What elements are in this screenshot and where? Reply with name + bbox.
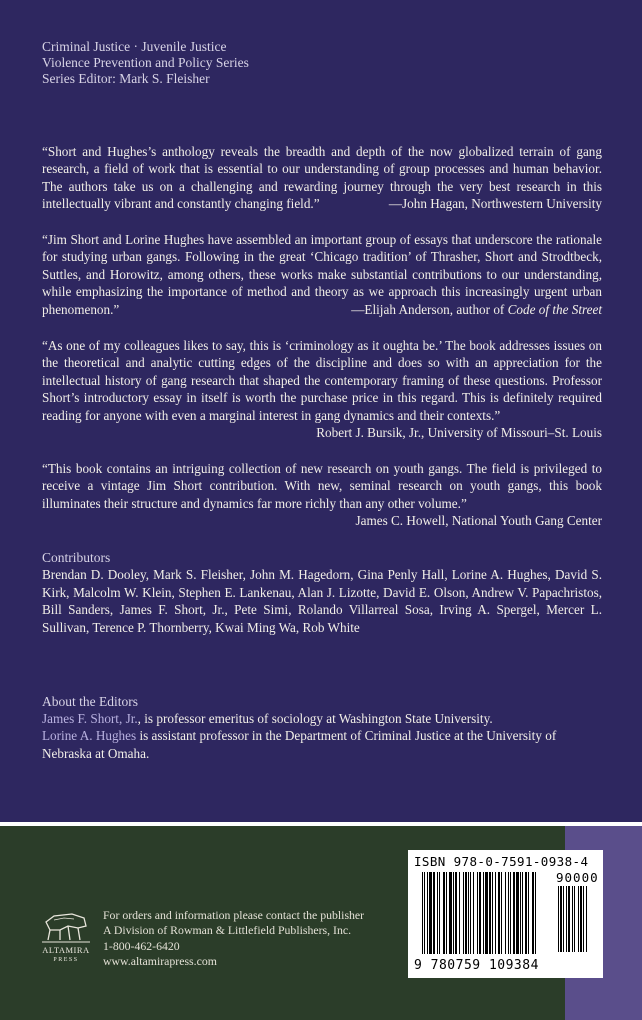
logo-sub: PRESS bbox=[53, 957, 79, 963]
barcode-bar bbox=[427, 872, 428, 954]
barcode-bar bbox=[470, 872, 471, 954]
barcode-bar bbox=[459, 872, 460, 954]
barcode-bar bbox=[528, 872, 529, 954]
barcode-bar bbox=[463, 872, 464, 954]
publisher-info bbox=[103, 908, 364, 970]
barcode-bar bbox=[522, 872, 523, 954]
barcode-bar bbox=[424, 872, 425, 954]
barcode-bar bbox=[453, 872, 454, 954]
barcode-bar bbox=[489, 872, 491, 954]
barcode-bar bbox=[437, 872, 438, 954]
barcode-bar bbox=[455, 872, 457, 954]
barcode-bar bbox=[485, 872, 488, 954]
publisher-line-1: For orders and information please contact the publisher bbox=[103, 908, 365, 922]
quote-text: “As one of my colleagues likes to say, this is ‘criminology as it oughta be.’ The book addresses issues on the theoretical and analytic cutting edges of the discipline and does so with an appreciation for the intellectual history of gang research that shaped the contemporary framing of these questions. Professor Short’s introductory essay in itself is worth the purchase price in this regard. This is definitely required reading for anyone with even a marginal interest in gang dynamics and their contexts.” bbox=[42, 338, 602, 423]
editors-section bbox=[42, 693, 607, 762]
barcode-bar bbox=[422, 872, 423, 954]
barcode-bar bbox=[473, 872, 474, 954]
barcode-bar bbox=[492, 872, 493, 954]
quote-attribution: —Elijah Anderson, author of Code of the Street bbox=[351, 301, 602, 317]
quote-attribution: —John Hagan, Northwestern University bbox=[388, 196, 602, 212]
barcode-bar bbox=[516, 872, 519, 954]
contributors-heading: Contributors bbox=[42, 550, 111, 565]
publisher-line-2: A Division of Rowman & Littlefield Publishers, Inc. bbox=[103, 923, 352, 938]
barcode-bar bbox=[558, 886, 559, 952]
quote-book-title: Code of the Street bbox=[507, 301, 602, 317]
price-barcode bbox=[558, 886, 598, 954]
barcode-bar bbox=[532, 872, 534, 954]
blurb-quote-4 bbox=[42, 460, 602, 530]
barcode-bar bbox=[563, 886, 564, 952]
blurb-quote-2 bbox=[42, 231, 602, 318]
quote-attribution: James C. Howell, National Youth Gang Center bbox=[355, 513, 602, 529]
barcode-bar bbox=[501, 872, 502, 954]
series-line-1: Criminal Justice · Juvenile Justice bbox=[42, 39, 227, 54]
logo-name: ALTAMIRA bbox=[42, 945, 90, 955]
publisher-website[interactable]: www.altamirapress.com bbox=[103, 954, 217, 969]
barcode-bar bbox=[586, 886, 587, 952]
blurb-quote-1 bbox=[42, 143, 602, 213]
blurb-quote-3 bbox=[42, 337, 602, 441]
quote-text: “This book contains an intriguing collection of new research on youth gangs. The field is privileged to receive a vintage Jim Short contribution. With new, seminal research on youth gangs, this book illuminates their structure and dynamics far more richly than any other volume.” bbox=[42, 461, 602, 511]
ean-number: 9 780759 109384 bbox=[414, 958, 539, 973]
barcode-bar bbox=[572, 886, 573, 952]
editor-1-bio: James F. Short, Jr., is professor emeritus of sociology at Washington State University. bbox=[42, 711, 493, 726]
barcode-bar bbox=[483, 872, 484, 954]
series-line-2: Violence Prevention and Policy Series bbox=[42, 55, 249, 70]
isbn-number: ISBN 978-0-7591-0938-4 bbox=[414, 854, 589, 869]
barcode-bar bbox=[508, 872, 509, 954]
publisher-phone: 1-800-462-6420 bbox=[103, 938, 180, 953]
editors-heading: About the Editors bbox=[42, 694, 138, 709]
contributors-list: Brendan D. Dooley, Mark S. Fleisher, John M. Hagedorn, Gina Penly Hall, Lorine A. Hughes, David S. Kirk, Malcolm W. Klein, Stephen E. Lankenau, Alan J. Lizotte, David E. Olson, Andrew V. Papachristos, Bill Sanders, James F. Short, Jr., Pete Simi, Rolando Villarreal Sosa, Irving A. Spergel, Mercer L. Sullivan, Terence P. Thornberry, Kwai Ming Wa, Rob White bbox=[42, 567, 602, 635]
barcode-bar bbox=[525, 872, 527, 954]
barcode-bar bbox=[439, 872, 440, 954]
barcode-bar bbox=[446, 872, 447, 954]
barcode-bar bbox=[433, 872, 435, 954]
barcode-bar bbox=[535, 872, 536, 954]
barcode-bar bbox=[479, 872, 481, 954]
barcode-bar bbox=[510, 872, 511, 954]
altamira-wordmark bbox=[36, 945, 96, 965]
barcode-bar bbox=[495, 872, 496, 954]
barcode-bar bbox=[583, 886, 584, 952]
barcode-bar bbox=[498, 872, 500, 954]
barcode-bar bbox=[505, 872, 506, 954]
price-code: 90000 bbox=[556, 870, 599, 885]
series-editor: Series Editor: Mark S. Fleisher bbox=[42, 71, 210, 86]
barcode-bar bbox=[560, 886, 562, 952]
barcode-bar bbox=[449, 872, 452, 954]
barcode-bar bbox=[574, 886, 575, 952]
barcode-bar bbox=[568, 886, 570, 952]
quote-attribution: Robert J. Bursik, Jr., University of Missouri–St. Louis bbox=[316, 425, 602, 441]
editor-2-bio: Lorine A. Hughes is assistant professor in the Department of Criminal Justice at the University of Nebraska at Omaha. bbox=[42, 728, 557, 761]
barcode-bar bbox=[429, 872, 432, 954]
barcode-bar bbox=[566, 886, 567, 952]
barcode-bar bbox=[520, 872, 521, 954]
editor-2-name: Lorine A. Hughes bbox=[42, 728, 137, 744]
barcode-bar bbox=[513, 872, 515, 954]
barcode-bar bbox=[580, 886, 582, 952]
contributors-section bbox=[42, 549, 602, 636]
editor-1-name: James F. Short, Jr. bbox=[42, 711, 138, 726]
barcode-bar bbox=[468, 872, 469, 954]
barcode-box bbox=[408, 850, 603, 978]
barcode-bar bbox=[578, 886, 579, 952]
barcode-bar bbox=[443, 872, 445, 954]
barcode-bar bbox=[477, 872, 478, 954]
barcode-bar bbox=[465, 872, 467, 954]
ean-barcode bbox=[422, 872, 552, 956]
series-info bbox=[42, 39, 249, 87]
quote-text: “Short and Hughes’s anthology reveals the breadth and depth of the now globalized terrain of gang research, a field of work that is essential to our understanding of group processes and human behavior. The authors take us on a challenging and rewarding journey through the very best research in this intellectually vibrant and constantly changing field.” bbox=[42, 144, 602, 212]
quote-text: “Jim Short and Lorine Hughes have assembled an important group of essays that underscore the rationale for studying urban gangs. Following in the great ‘Chicago tradition’ of Thrasher, Short and Strodtbeck, Suttles, and Horowitz, among others, these works make substantial contributions to our understanding, while emphasizing the importance of method and theory as we approach this increasingly urgent urban phenomenon.” bbox=[42, 232, 602, 317]
